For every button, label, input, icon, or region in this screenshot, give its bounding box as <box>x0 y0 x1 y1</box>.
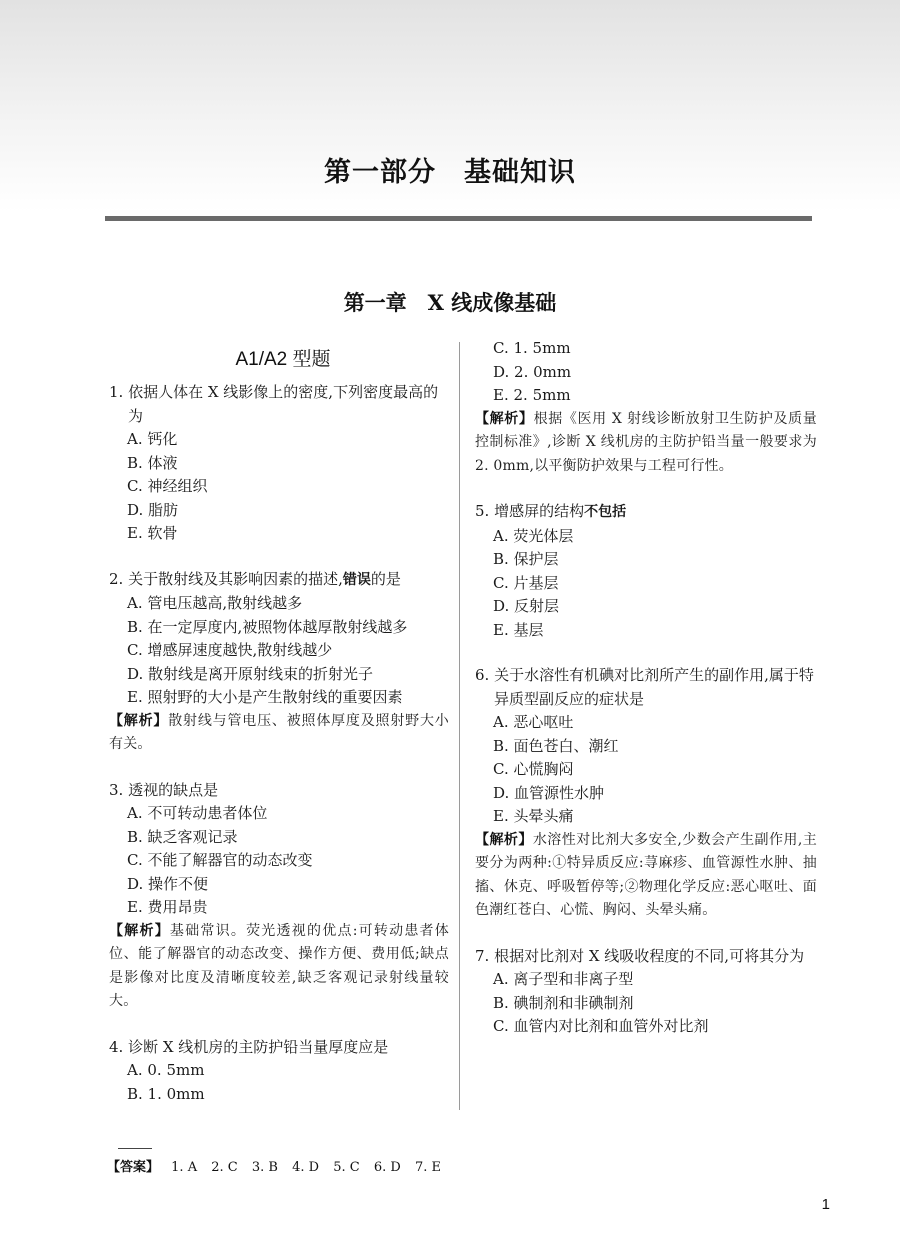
option-a: A. 钙化 <box>127 430 178 448</box>
option-c: C. 片基层 <box>493 573 559 592</box>
question-4 <box>109 1036 449 1107</box>
option-e: E. 基层 <box>493 620 544 639</box>
explanation-label: 【解析】 <box>109 922 170 939</box>
header-divider <box>105 216 812 221</box>
answer-item: 6. D <box>373 1160 401 1175</box>
explanation <box>475 829 817 923</box>
option-e: E. 照射野的大小是产生散射线的重要因素 <box>127 688 403 706</box>
answer-key-label: 【答案】 <box>107 1160 160 1175</box>
stem-emphasis: 不包括 <box>584 504 627 520</box>
option-b: B. 面色苍白、潮红 <box>493 736 619 755</box>
option-d: D. 2. 0mm <box>493 362 572 381</box>
answer-item: 7. E <box>414 1160 441 1175</box>
column-divider <box>459 342 460 1110</box>
explanation-label: 【解析】 <box>475 410 534 427</box>
explanation-text: 水溶性对比剂大多安全,少数会产生副作用,主要分为两种:①特异质反应:荨麻疹、血管源性水肿、抽搐、休克、呼吸暂停等;②物理化学反应:恶心呕吐、面色潮红苍白、心慌、胸闷、头晕头痛。 <box>475 831 817 918</box>
question-stem: 6. 关于水溶性有机碘对比剂所产生的副作用,属于特异质型副反应的症状是 <box>475 666 814 708</box>
page-number: 1 <box>821 1196 830 1213</box>
option-b: B. 在一定厚度内,被照物体越厚散射线越多 <box>127 617 408 636</box>
explanation-label: 【解析】 <box>109 712 169 729</box>
chapter-title: 第一章 X 线成像基础 <box>343 290 557 315</box>
footnote-rule <box>118 1148 152 1149</box>
option-d: D. 操作不便 <box>127 874 209 893</box>
stem-text: 的是 <box>370 569 401 588</box>
part-title: 第一部分 基础知识 <box>324 157 576 188</box>
option-e: E. 2. 5mm <box>493 386 571 404</box>
explanation <box>109 920 449 1014</box>
explanation-text: 散射线与管电压、被照体厚度及照射野大小有关。 <box>109 712 449 752</box>
question-stem: 7. 根据对比剂对 X 线吸收程度的不同,可将其分为 <box>475 946 805 965</box>
question-1 <box>109 381 449 546</box>
option-d: D. 脂肪 <box>127 500 179 519</box>
option-c: C. 增感屏速度越快,散射线越少 <box>127 641 333 659</box>
option-a: A. 不可转动患者体位 <box>127 804 268 822</box>
answer-item: 4. D <box>292 1160 320 1175</box>
stem-emphasis: 错误 <box>342 571 371 588</box>
option-a: A. 荧光体层 <box>493 526 574 545</box>
option-a: A. 0. 5mm <box>127 1061 205 1079</box>
question-6 <box>475 664 817 923</box>
option-a: A. 管电压越高,散射线越多 <box>127 594 303 612</box>
question-stem: 4. 诊断 X 线机房的主防护铅当量厚度应是 <box>109 1037 389 1056</box>
explanation <box>109 710 449 757</box>
option-c: C. 血管内对比剂和血管外对比剂 <box>493 1017 709 1035</box>
stem-text: 5. 增感屏的结构 <box>475 502 585 520</box>
option-c: C. 心慌胸闷 <box>493 760 574 778</box>
option-b: B. 碘制剂和非碘制剂 <box>493 993 634 1012</box>
question-stem: 1. 依据人体在 X 线影像上的密度,下列密度最高的为 <box>109 383 439 425</box>
question-5 <box>475 500 817 642</box>
option-e: E. 软骨 <box>127 524 178 542</box>
option-b: B. 缺乏客观记录 <box>127 827 238 846</box>
option-b: B. 保护层 <box>493 550 559 568</box>
option-b: B. 体液 <box>127 453 178 472</box>
explanation-text: 基础常识。荧光透视的优点:可转动患者体位、能了解器官的动态改变、操作方便、费用低;缺点是影像对比度及清晰度较差,缺乏客观记录射线量较大。 <box>109 922 449 1009</box>
stem-text: 2. 关于散射线及其影响因素的描述, <box>109 569 343 588</box>
answer-item: 5. C <box>333 1160 360 1175</box>
option-a: A. 恶心呕吐 <box>493 713 574 731</box>
question-7 <box>475 945 817 1039</box>
answer-item: 2. C <box>211 1160 238 1175</box>
question-stem: 3. 透视的缺点是 <box>109 780 219 799</box>
option-c: C. 神经组织 <box>127 477 208 495</box>
option-e: E. 头晕头痛 <box>493 807 574 825</box>
explanation-label: 【解析】 <box>475 831 533 848</box>
right-column <box>475 337 817 1061</box>
option-d: D. 血管源性水肿 <box>493 783 605 802</box>
option-b: B. 1. 0mm <box>127 1084 205 1103</box>
explanation-text: 根据《医用 X 射线诊断放射卫生防护及质量控制标准》,诊断 X 线机房的主防护铅当量一般要求为 2. 0mm,以平衡防护效果与工程可行性。 <box>475 410 817 474</box>
question-3 <box>109 779 449 1014</box>
option-c: C. 不能了解器官的动态改变 <box>127 851 313 869</box>
question-2 <box>109 568 449 757</box>
question-4-continued <box>475 337 817 478</box>
question-stem <box>475 500 817 525</box>
left-column <box>109 381 449 1128</box>
answer-item: 1. A <box>171 1160 198 1175</box>
section-title: A1/A2 型题 <box>235 349 331 370</box>
explanation <box>475 408 817 479</box>
option-d: D. 反射层 <box>493 597 560 615</box>
option-e: E. 费用昂贵 <box>127 898 208 916</box>
option-d: D. 散射线是离开原射线束的折射光子 <box>127 664 374 683</box>
option-a: A. 离子型和非离子型 <box>493 970 634 988</box>
answer-key <box>107 1156 451 1175</box>
option-c: C. 1. 5mm <box>493 339 571 357</box>
question-stem <box>109 568 449 593</box>
answer-item: 3. B <box>251 1160 278 1175</box>
